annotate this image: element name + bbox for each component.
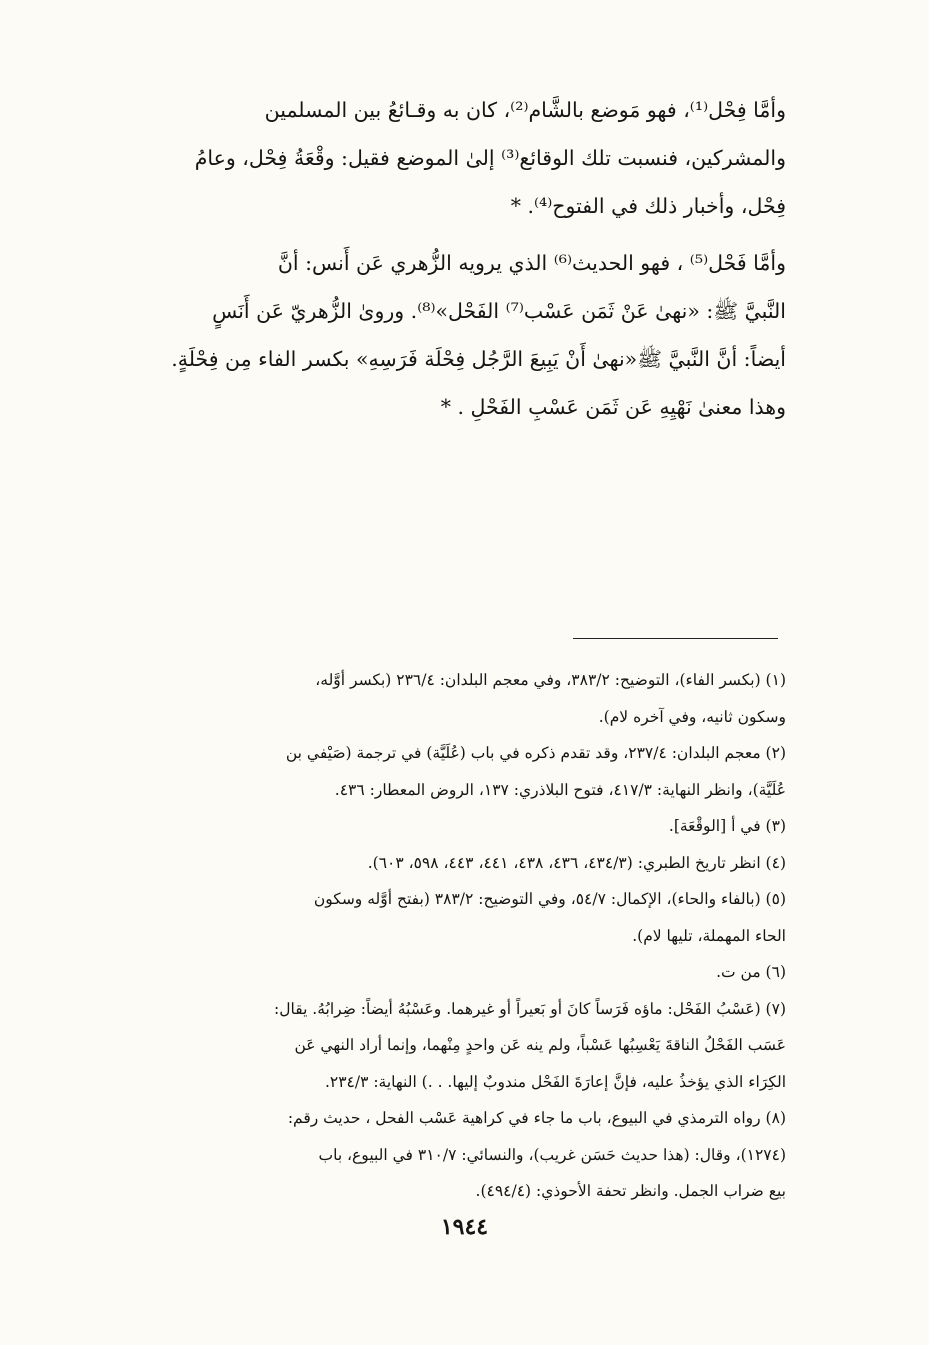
- footnote-8: [84, 1100, 786, 1210]
- footnote-line: (٧) (عَسْبُ الفَحْل: ماؤه فَرَساً كانَ أو بَعيراً أو غيرهما. وعَسْبُهُ أيضاً: ضِرابُهُ. يقال:: [274, 999, 786, 1018]
- footnote-3: [84, 808, 786, 845]
- footnote-line: وسكون ثانيه، وفي آخره لام).: [598, 707, 786, 726]
- footnote-line: (١) (بكسر الفاء)، التوضيح: ٣٨٣/٢، وفي معجم البلدان: ٢٣٦/٤ (بكسر أوَّله،: [315, 671, 786, 689]
- text-line: وهذا معنىٰ نَهْيِهِ عَن ثَمَن عَسْبِ الفَحْلِ . *: [440, 395, 786, 419]
- footnote-line: (٢) معجم البلدان: ٢٣٧/٤، وقد تقدم ذكره في باب (عُلَيَّة) في ترجمة (صَيْفي بن: [285, 744, 786, 762]
- footnote-7: [84, 991, 786, 1101]
- footnote-line: عَسَب الفَحْلُ الناقةَ يَعْسِبُها عَسْباً، ولم ينه عَن واحدٍ مِنْهما، وإنما أراد النهي عَن: [294, 1036, 786, 1054]
- footnote-2: [84, 735, 786, 808]
- footnote-5: [84, 881, 786, 954]
- footnote-line: (٨) رواه الترمذي في البيوع، باب ما جاء في كراهية عَسْب الفحل ، حديث رقم:: [287, 1109, 786, 1127]
- text-line: وأمَّا فِحْل⁽¹⁾، فهو مَوضع بالشَّام⁽²⁾، كان به وقـائعُ بين المسلمين: [264, 98, 786, 122]
- footnote-line: عُلَيَّة)، وانظر النهاية: ٤١٧/٣، فتوح البلاذري: ١٣٧، الروض المعطار: ٤٣٦.: [334, 780, 786, 799]
- footnote-line: بيع ضراب الجمل. وانظر تحفة الأحوذي: (٤٩٤/٤).: [475, 1182, 786, 1200]
- footnote-line: (٥) (بالفاء والحاء)، الإكمال: ٥٤/٧، وفي التوضيح: ٣٨٣/٢ (بفتح أوَّله وسكون: [313, 890, 786, 908]
- footnote-line: (٦) من ت.: [716, 963, 786, 981]
- paragraph-fihl: [84, 86, 786, 230]
- text-line: وأمَّا فَحْل⁽⁵⁾ ، فهو الحديث⁽⁶⁾ الذي يرويه الزُّهري عَن أَنس: أنَّ: [277, 251, 786, 275]
- footnote-line: الكِرَاء الذي يؤخذُ عليه، فإنَّ إعارَةَ الفَحْل مندوبٌ إليها. . .) النهاية: ٢٣٤/٣.: [324, 1072, 786, 1091]
- footnote-line: (٣) في أ [الوقْعَة].: [668, 817, 786, 835]
- footnote-6: [84, 954, 786, 991]
- text-line: أيضاً: أنَّ النَّبيَّ ﷺ«نهىٰ أَنْ يَبِيعَ الرَّجُل فِحْلَة فَرَسِهِ» بكسر الفاء مِن فِحْلَةٍ.: [171, 347, 786, 371]
- text-line: والمشركين، فنسبت تلك الوقائع⁽³⁾ إلىٰ الموضع فقيل: وقْعَةُ فِحْل، وعامُ: [194, 146, 786, 170]
- text-line: النَّبيَّ ﷺ: «نهىٰ عَنْ ثَمَن عَسْب⁽⁷⁾ الفَحْل»⁽⁸⁾. وروىٰ الزُّهريّ عَن أَنَسٍ: [212, 299, 786, 323]
- footnote-4: [84, 845, 786, 882]
- footnote-line: (٤) انظر تاريخ الطبري: (٤٣٤/٣، ٤٣٦، ٤٣٨، ٤٤١، ٤٤٣، ٥٩٨، ٦٠٣).: [367, 853, 786, 872]
- text-line: فِحْل، وأخبار ذلك في الفتوح⁽⁴⁾. *: [510, 194, 786, 218]
- footnote-line: الحاء المهملة، تليها لام).: [632, 926, 786, 945]
- page-number: ١٩٤٤: [440, 1214, 489, 1240]
- footnote-1: [84, 662, 786, 735]
- footnote-line: (١٢٧٤)، وقال: (هذا حديث حَسَن غريب)، والنسائي: ٣١٠/٧ في البيوع، باب: [318, 1145, 786, 1164]
- footnotes: [84, 662, 786, 1210]
- paragraph-fahl: [84, 239, 786, 431]
- footnote-separator: [573, 638, 778, 639]
- main-text: [84, 86, 786, 440]
